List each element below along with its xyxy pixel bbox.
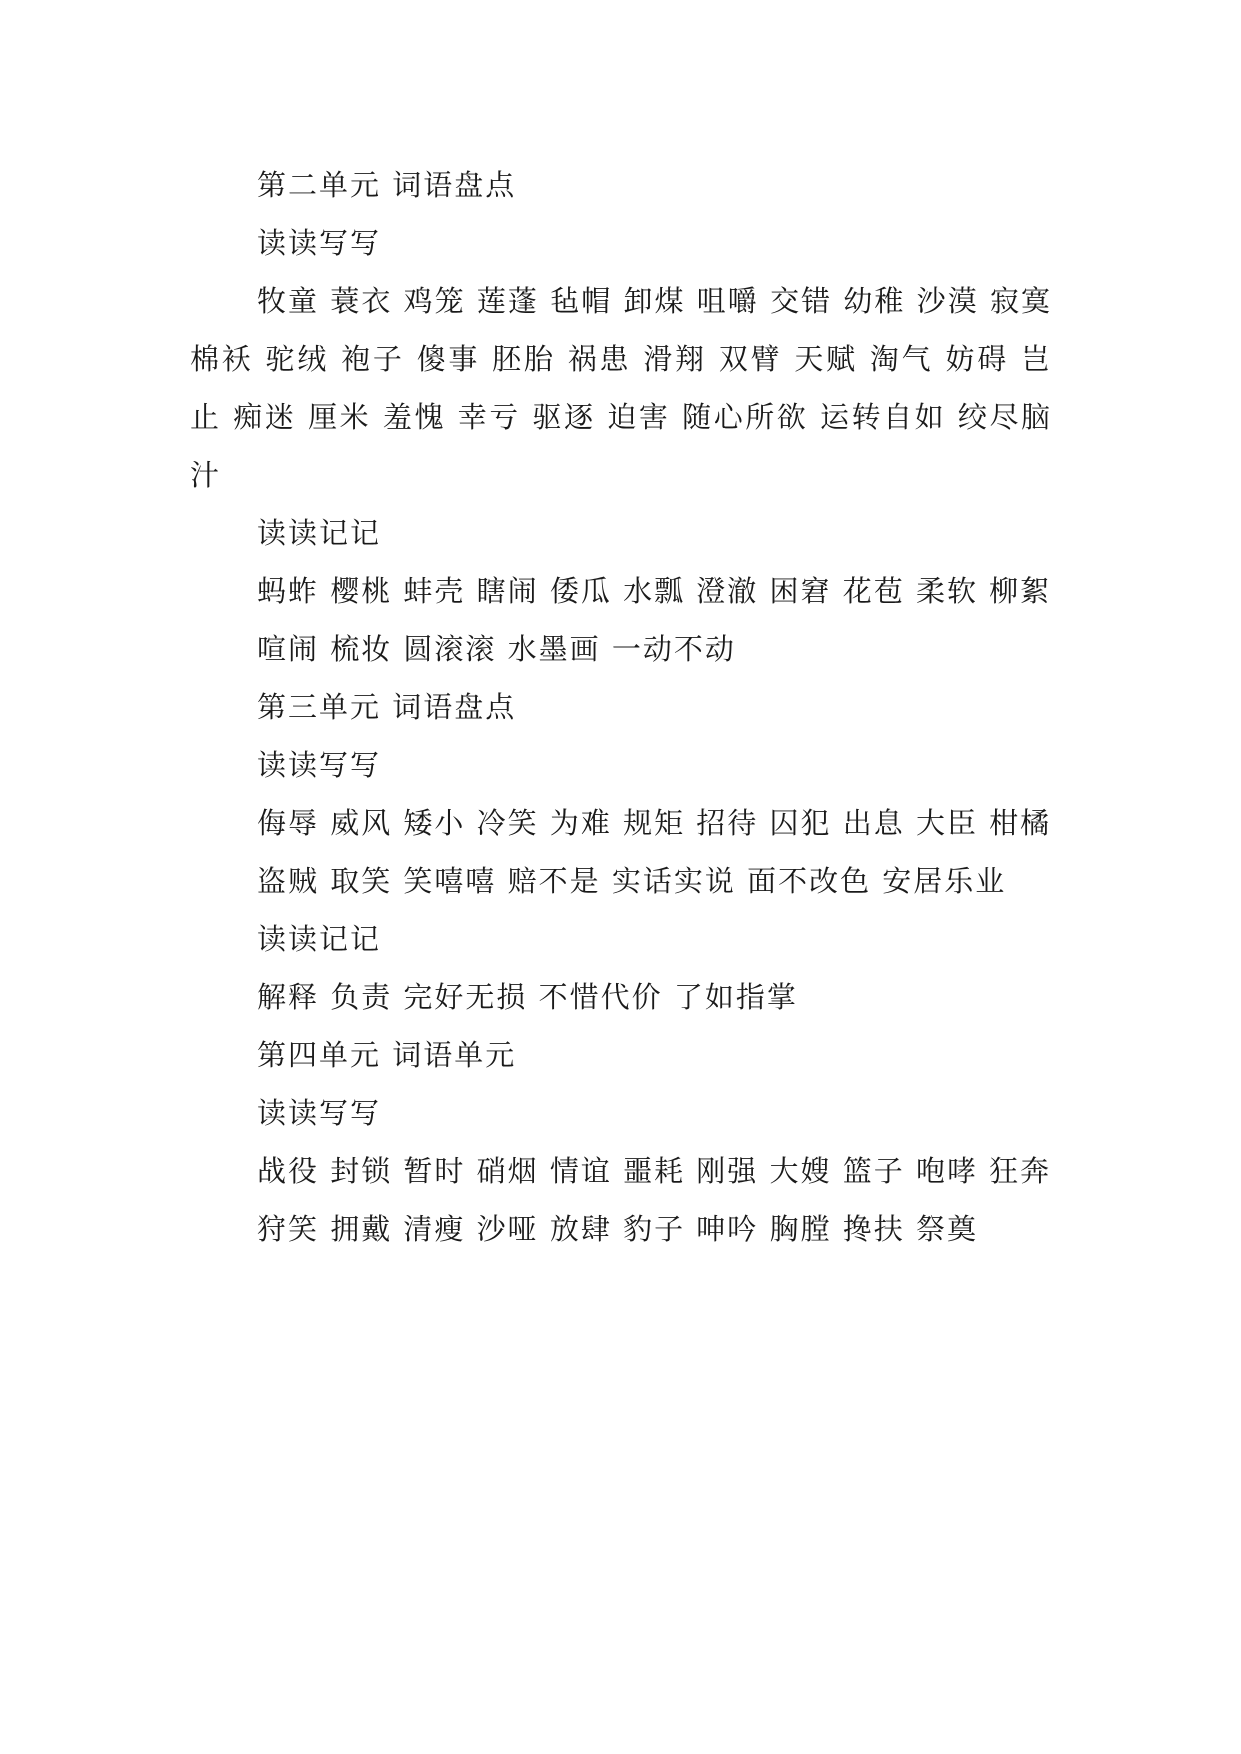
word-list-paragraph: 解释 负责 完好无损 不惜代价 了如指掌	[257, 980, 798, 1014]
word-list-paragraph: 蚂蚱 樱桃 蚌壳 瞎闹 倭瓜 水瓢 澄澈 困窘 花苞 柔软 柳絮	[257, 574, 1052, 608]
word-list-paragraph: 盗贼 取笑 笑嘻嘻 赔不是 实话实说 面不改色 安居乐业	[257, 864, 1007, 898]
section-heading-unit-2: 第二单元 词语盘点	[257, 168, 517, 202]
word-list-paragraph: 狩笑 拥戴 清瘦 沙哑 放肆 豹子 呻吟 胸膛 搀扶 祭奠	[257, 1212, 978, 1246]
word-list-paragraph: 牧童 蓑衣 鸡笼 莲蓬 毡帽 卸煤 咀嚼 交错 幼稚 沙漠 寂寞 棉袄 驼绒 袍子 傻事 胚胎 祸患 滑翔 双臂 天赋 淘气 妨碍 岂止 痴迷 厘米 羞愧 幸亏 驱逐 迫害 随心所欲 运转自如 绞尽脑汁	[190, 284, 1052, 492]
subheading-read-write: 读读写写	[257, 1096, 382, 1130]
document-body	[190, 156, 1052, 1258]
subheading-read-remember: 读读记记	[257, 516, 382, 550]
section-heading-unit-3: 第三单元 词语盘点	[257, 690, 517, 724]
section-heading-unit-4: 第四单元 词语单元	[257, 1038, 517, 1072]
word-list-paragraph: 战役 封锁 暂时 硝烟 情谊 噩耗 刚强 大嫂 篮子 咆哮 狂奔	[257, 1154, 1052, 1188]
subheading-read-write: 读读写写	[257, 748, 382, 782]
subheading-read-remember: 读读记记	[257, 922, 382, 956]
subheading-read-write: 读读写写	[257, 226, 382, 260]
word-list-paragraph: 喧闹 梳妆 圆滚滚 水墨画 一动不动	[257, 632, 736, 666]
word-list-paragraph: 侮辱 威风 矮小 冷笑 为难 规矩 招待 囚犯 出息 大臣 柑橘	[257, 806, 1052, 840]
